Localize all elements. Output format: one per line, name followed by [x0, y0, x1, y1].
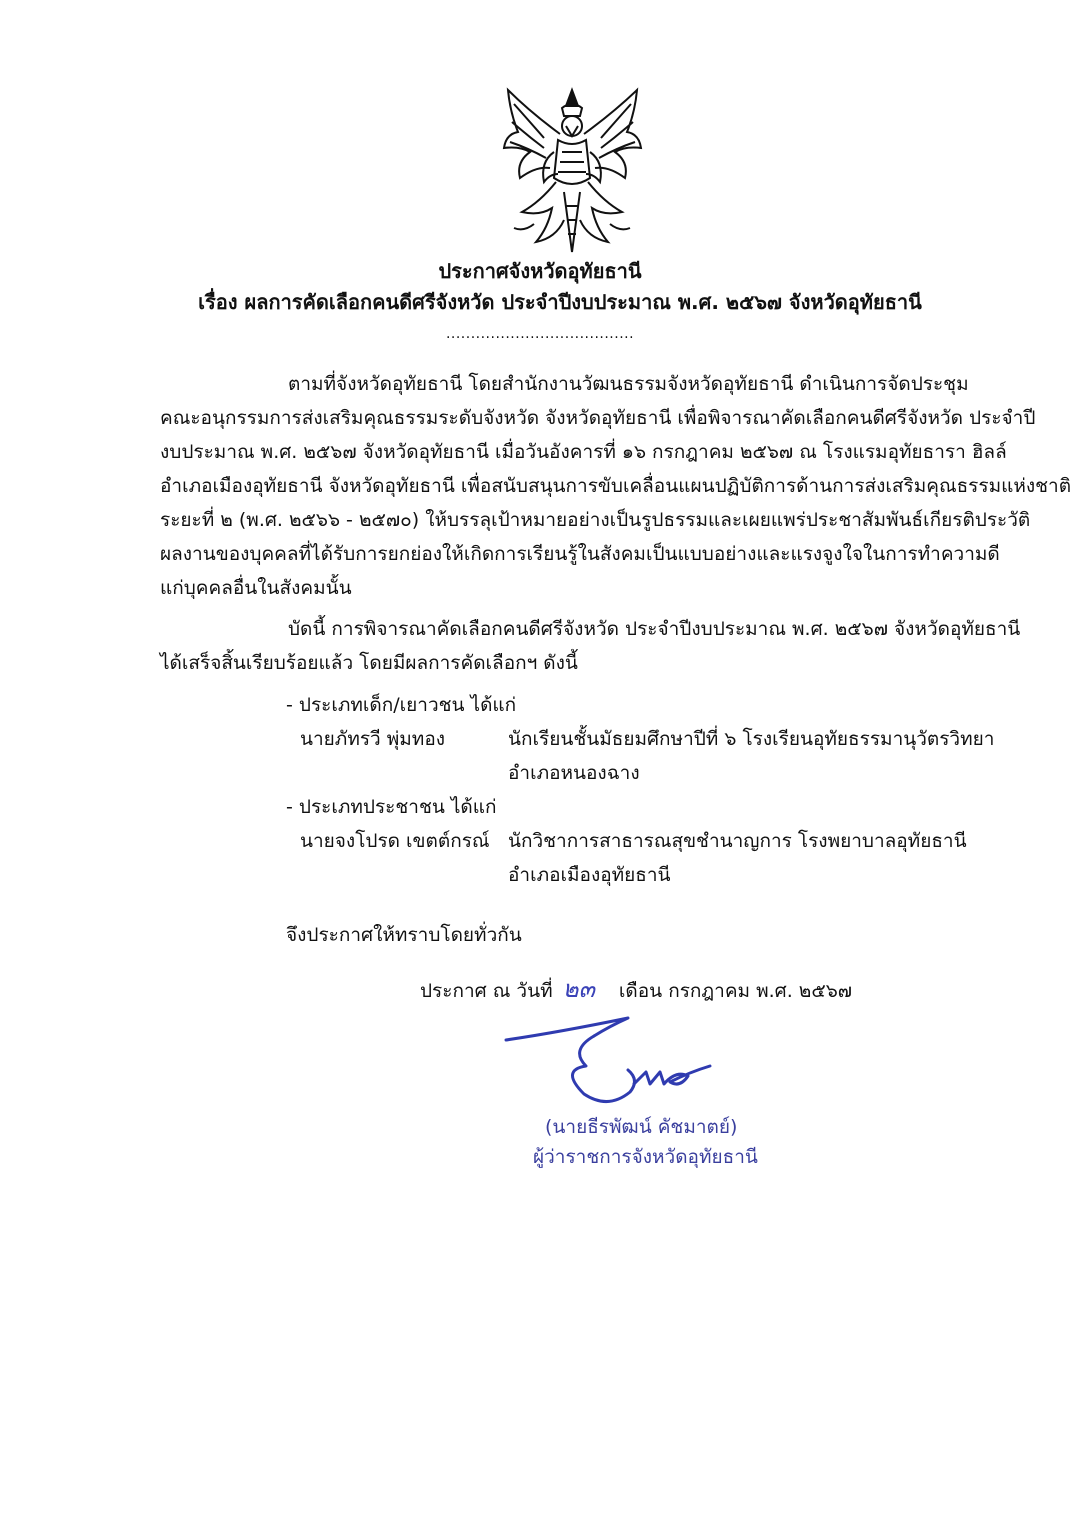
paragraph-line: ผลงานของบุคคลที่ได้รับการยกย่องให้เกิดการเรียนรู้ในสังคมเป็นแบบอย่างและแรงจูงใจในการทำความดี [160, 543, 1000, 565]
date-suffix: เดือน กรกฎาคม พ.ศ. ๒๕๖๗ [618, 980, 853, 1002]
awardee-row-continued [286, 756, 640, 790]
paragraph-line: แก่บุคคลอื่นในสังคมนั้น [160, 577, 352, 599]
garuda-emblem-icon [500, 82, 645, 257]
category-youth [286, 688, 995, 790]
paragraph-line: งบประมาณ พ.ศ. ๒๕๖๗ จังหวัดอุทัยธานี เมื่อวันอังคารที่ ๑๖ กรกฎาคม ๒๕๖๗ ณ โรงแรมอุทัยธารา ฮิลล์ [160, 441, 1007, 463]
awardee-district: อำเภอหนองฉาง [508, 762, 640, 784]
awardee-detail: นักเรียนชั้นมัธยมศึกษาปีที่ ๖ โรงเรียนอุทัยธรรมานุวัตรวิทยา [508, 728, 995, 750]
awardee-district: อำเภอเมืองอุทัยธานี [508, 864, 671, 886]
category-heading: - ประเภทประชาชน ได้แก่ [286, 796, 497, 818]
signer-name: (นายธีรพัฒน์ คัชมาตย์) [545, 1116, 738, 1138]
date-prefix: ประกาศ ณ วันที่ [420, 980, 553, 1002]
paragraph-line: ระยะที่ ๒ (พ.ศ. ๒๕๖๖ - ๒๕๗๐) ให้บรรลุเป้าหมายอย่างเป็นรูปธรรมและเผยแพร่ประชาสัมพันธ์เกียรติประวัติ [160, 509, 1031, 531]
awardee-name: นายจงโปรด เขตต์กรณ์ [300, 830, 490, 852]
category-public [286, 790, 967, 892]
awardee-row-continued [286, 858, 671, 892]
awardee-row [286, 824, 967, 858]
paragraph-announcement [160, 367, 1072, 605]
paragraph-result [160, 612, 1021, 680]
paragraph-line: ได้เสร็จสิ้นเรียบร้อยแล้ว โดยมีผลการคัดเลือกฯ ดังนี้ [160, 652, 578, 674]
paragraph-line: บัดนี้ การพิจารณาคัดเลือกคนดีศรีจังหวัด ประจำปีงบประมาณ พ.ศ. ๒๕๖๗ จังหวัดอุทัยธานี [288, 618, 1021, 640]
paragraph-line: คณะอนุกรรมการส่งเสริมคุณธรรมระดับจังหวัด จังหวัดอุทัยธานี เพื่อพิจารณาคัดเลือกคนดีศรีจังหวัด ประจำปี [160, 407, 1036, 429]
announcement-date [420, 972, 852, 1008]
paragraph-line: อำเภอเมืองอุทัยธานี จังหวัดอุทัยธานี เพื่อสนับสนุนการขับเคลื่อนแผนปฏิบัติการด้านการส่งเสริมคุณธรรมแห่งชาติ [160, 475, 1072, 497]
document-subject: เรื่อง ผลการคัดเลือกคนดีศรีจังหวัด ประจำปีงบประมาณ พ.ศ. ๒๕๖๗ จังหวัดอุทัยธานี [198, 290, 922, 314]
document-title: ประกาศจังหวัดอุทัยธานี [438, 259, 642, 283]
awardee-detail: นักวิชาการสาธารณสุขชำนาญการ โรงพยาบาลอุทัยธานี [508, 830, 967, 852]
paragraph-line: ตามที่จังหวัดอุทัยธานี โดยสำนักงานวัฒนธรรมจังหวัดอุทัยธานี ดำเนินการจัดประชุม [288, 373, 969, 395]
closing-statement: จึงประกาศให้ทราบโดยทั่วกัน [286, 924, 522, 946]
title-separator: ...................................... [445, 326, 635, 342]
awardee-row [286, 722, 995, 756]
signer-title: ผู้ว่าราชการจังหวัดอุทัยธานี [533, 1146, 758, 1168]
category-heading: - ประเภทเด็ก/เยาวชน ได้แก่ [286, 694, 517, 716]
signature-icon [500, 1010, 740, 1120]
awardee-name: นายภัทรวี พุ่มทอง [300, 728, 446, 750]
date-day-handwritten: ๒๓ [562, 975, 595, 1003]
